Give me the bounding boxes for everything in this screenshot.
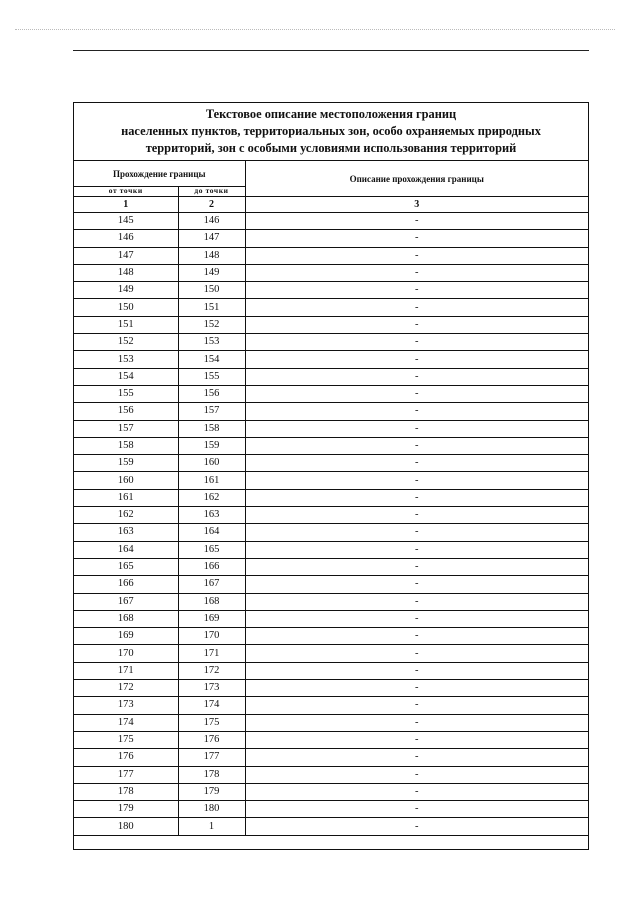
from-point-cell: 147: [74, 247, 178, 264]
description-cell: -: [245, 731, 588, 748]
table-row: [74, 662, 588, 679]
description-cell: -: [245, 645, 588, 662]
to-point-cell: 148: [178, 247, 245, 264]
table-row: [74, 213, 588, 230]
table-row: [74, 264, 588, 281]
to-point-cell: 158: [178, 420, 245, 437]
table-row: [74, 593, 588, 610]
from-point-cell: 163: [74, 524, 178, 541]
from-point-cell: 171: [74, 662, 178, 679]
description-cell: -: [245, 576, 588, 593]
from-point-cell: 156: [74, 403, 178, 420]
table-row: [74, 437, 588, 454]
from-point-cell: 149: [74, 282, 178, 299]
description-cell: -: [245, 334, 588, 351]
from-point-cell: 155: [74, 385, 178, 402]
to-point-cell: 180: [178, 801, 245, 818]
table-row: [74, 420, 588, 437]
description-cell: -: [245, 697, 588, 714]
to-point-cell: 153: [178, 334, 245, 351]
to-point-cell: 154: [178, 351, 245, 368]
from-point-cell: 165: [74, 558, 178, 575]
from-point-cell: 167: [74, 593, 178, 610]
table-row: [74, 558, 588, 575]
header-row: [74, 161, 588, 187]
description-cell: -: [245, 541, 588, 558]
description-cell: -: [245, 766, 588, 783]
from-point-cell: 157: [74, 420, 178, 437]
description-cell: -: [245, 558, 588, 575]
table-row: [74, 524, 588, 541]
to-point-cell: 170: [178, 628, 245, 645]
from-point-cell: 170: [74, 645, 178, 662]
description-cell: -: [245, 524, 588, 541]
to-point-cell: 171: [178, 645, 245, 662]
from-point-header: от точки: [74, 187, 178, 197]
table-row: [74, 680, 588, 697]
to-point-cell: 150: [178, 282, 245, 299]
table-row: [74, 230, 588, 247]
table-row: [74, 783, 588, 800]
to-point-cell: 163: [178, 507, 245, 524]
to-point-cell: 162: [178, 489, 245, 506]
table-row: [74, 282, 588, 299]
column-number-2: 2: [178, 197, 245, 213]
column-number-row: [74, 197, 588, 213]
table-row: [74, 351, 588, 368]
to-point-cell: 166: [178, 558, 245, 575]
from-point-cell: 173: [74, 697, 178, 714]
from-point-cell: 168: [74, 610, 178, 627]
description-cell: -: [245, 507, 588, 524]
table-row: [74, 645, 588, 662]
to-point-cell: 157: [178, 403, 245, 420]
column-number-3: 3: [245, 197, 588, 213]
description-cell: -: [245, 368, 588, 385]
from-point-cell: 150: [74, 299, 178, 316]
to-point-cell: 149: [178, 264, 245, 281]
table-row: [74, 368, 588, 385]
to-point-cell: 152: [178, 316, 245, 333]
table-row: [74, 731, 588, 748]
from-point-cell: 169: [74, 628, 178, 645]
description-cell: -: [245, 299, 588, 316]
table-row: [74, 316, 588, 333]
from-point-cell: 158: [74, 437, 178, 454]
from-point-cell: 174: [74, 714, 178, 731]
from-point-cell: 151: [74, 316, 178, 333]
table-title-line-1: Текстовое описание местоположения границ: [205, 107, 457, 121]
from-point-cell: 154: [74, 368, 178, 385]
description-cell: -: [245, 420, 588, 437]
to-point-cell: 174: [178, 697, 245, 714]
description-cell: -: [245, 282, 588, 299]
to-point-cell: 160: [178, 455, 245, 472]
description-cell: -: [245, 385, 588, 402]
column-number-1: 1: [74, 197, 178, 213]
boundary-description-table-frame: [73, 102, 589, 850]
from-point-cell: 146: [74, 230, 178, 247]
to-point-cell: 165: [178, 541, 245, 558]
description-cell: -: [245, 403, 588, 420]
description-cell: -: [245, 316, 588, 333]
table-row: [74, 472, 588, 489]
table-row: [74, 541, 588, 558]
table-row: [74, 628, 588, 645]
table-row: [74, 299, 588, 316]
table-row: [74, 749, 588, 766]
to-point-cell: 173: [178, 680, 245, 697]
description-cell: -: [245, 593, 588, 610]
to-point-cell: 176: [178, 731, 245, 748]
description-cell: -: [245, 472, 588, 489]
table-row: [74, 489, 588, 506]
table-title: [74, 103, 588, 161]
from-point-cell: 145: [74, 213, 178, 230]
to-point-cell: 169: [178, 610, 245, 627]
boundary-points-table: [74, 161, 588, 836]
table-row: [74, 507, 588, 524]
description-cell: -: [245, 662, 588, 679]
from-point-cell: 175: [74, 731, 178, 748]
table-row: [74, 818, 588, 835]
description-cell: -: [245, 818, 588, 835]
to-point-cell: 156: [178, 385, 245, 402]
description-cell: -: [245, 247, 588, 264]
from-point-cell: 164: [74, 541, 178, 558]
from-point-cell: 161: [74, 489, 178, 506]
from-point-cell: 162: [74, 507, 178, 524]
to-point-cell: 167: [178, 576, 245, 593]
description-cell: -: [245, 264, 588, 281]
from-point-cell: 179: [74, 801, 178, 818]
table-row: [74, 334, 588, 351]
table-row: [74, 766, 588, 783]
table-title-line-3: территорий, зон с особыми условиями использования территорий: [145, 141, 517, 155]
table-row: [74, 714, 588, 731]
table-title-line-2: населенных пунктов, территориальных зон, особо охраняемых природных: [121, 124, 541, 138]
to-point-cell: 155: [178, 368, 245, 385]
to-point-cell: 161: [178, 472, 245, 489]
to-point-cell: 177: [178, 749, 245, 766]
to-point-header: до точки: [178, 187, 245, 197]
description-cell: -: [245, 351, 588, 368]
description-header: Описание прохождения границы: [245, 161, 588, 197]
to-point-cell: 159: [178, 437, 245, 454]
from-point-cell: 166: [74, 576, 178, 593]
to-point-cell: 164: [178, 524, 245, 541]
to-point-cell: 178: [178, 766, 245, 783]
from-point-cell: 177: [74, 766, 178, 783]
description-cell: -: [245, 749, 588, 766]
description-cell: -: [245, 437, 588, 454]
to-point-cell: 172: [178, 662, 245, 679]
from-point-cell: 159: [74, 455, 178, 472]
description-cell: -: [245, 680, 588, 697]
description-cell: -: [245, 783, 588, 800]
table-row: [74, 697, 588, 714]
table-row: [74, 247, 588, 264]
description-cell: -: [245, 714, 588, 731]
description-cell: -: [245, 455, 588, 472]
from-point-cell: 176: [74, 749, 178, 766]
description-cell: -: [245, 628, 588, 645]
from-point-cell: 178: [74, 783, 178, 800]
from-point-cell: 160: [74, 472, 178, 489]
to-point-cell: 168: [178, 593, 245, 610]
table-row: [74, 385, 588, 402]
passage-header: Прохождение границы: [74, 161, 245, 187]
description-cell: -: [245, 610, 588, 627]
to-point-cell: 1: [178, 818, 245, 835]
from-point-cell: 148: [74, 264, 178, 281]
to-point-cell: 175: [178, 714, 245, 731]
description-cell: -: [245, 489, 588, 506]
description-cell: -: [245, 213, 588, 230]
from-point-cell: 172: [74, 680, 178, 697]
to-point-cell: 146: [178, 213, 245, 230]
to-point-cell: 179: [178, 783, 245, 800]
to-point-cell: 147: [178, 230, 245, 247]
table-row: [74, 801, 588, 818]
table-row: [74, 403, 588, 420]
to-point-cell: 151: [178, 299, 245, 316]
from-point-cell: 153: [74, 351, 178, 368]
table-row: [74, 455, 588, 472]
table-row: [74, 576, 588, 593]
description-cell: -: [245, 230, 588, 247]
from-point-cell: 152: [74, 334, 178, 351]
page-header-rule: [73, 50, 589, 51]
table-row: [74, 610, 588, 627]
from-point-cell: 180: [74, 818, 178, 835]
scan-artifact-line: [15, 29, 615, 30]
description-cell: -: [245, 801, 588, 818]
table-bottom-margin: [74, 836, 588, 847]
